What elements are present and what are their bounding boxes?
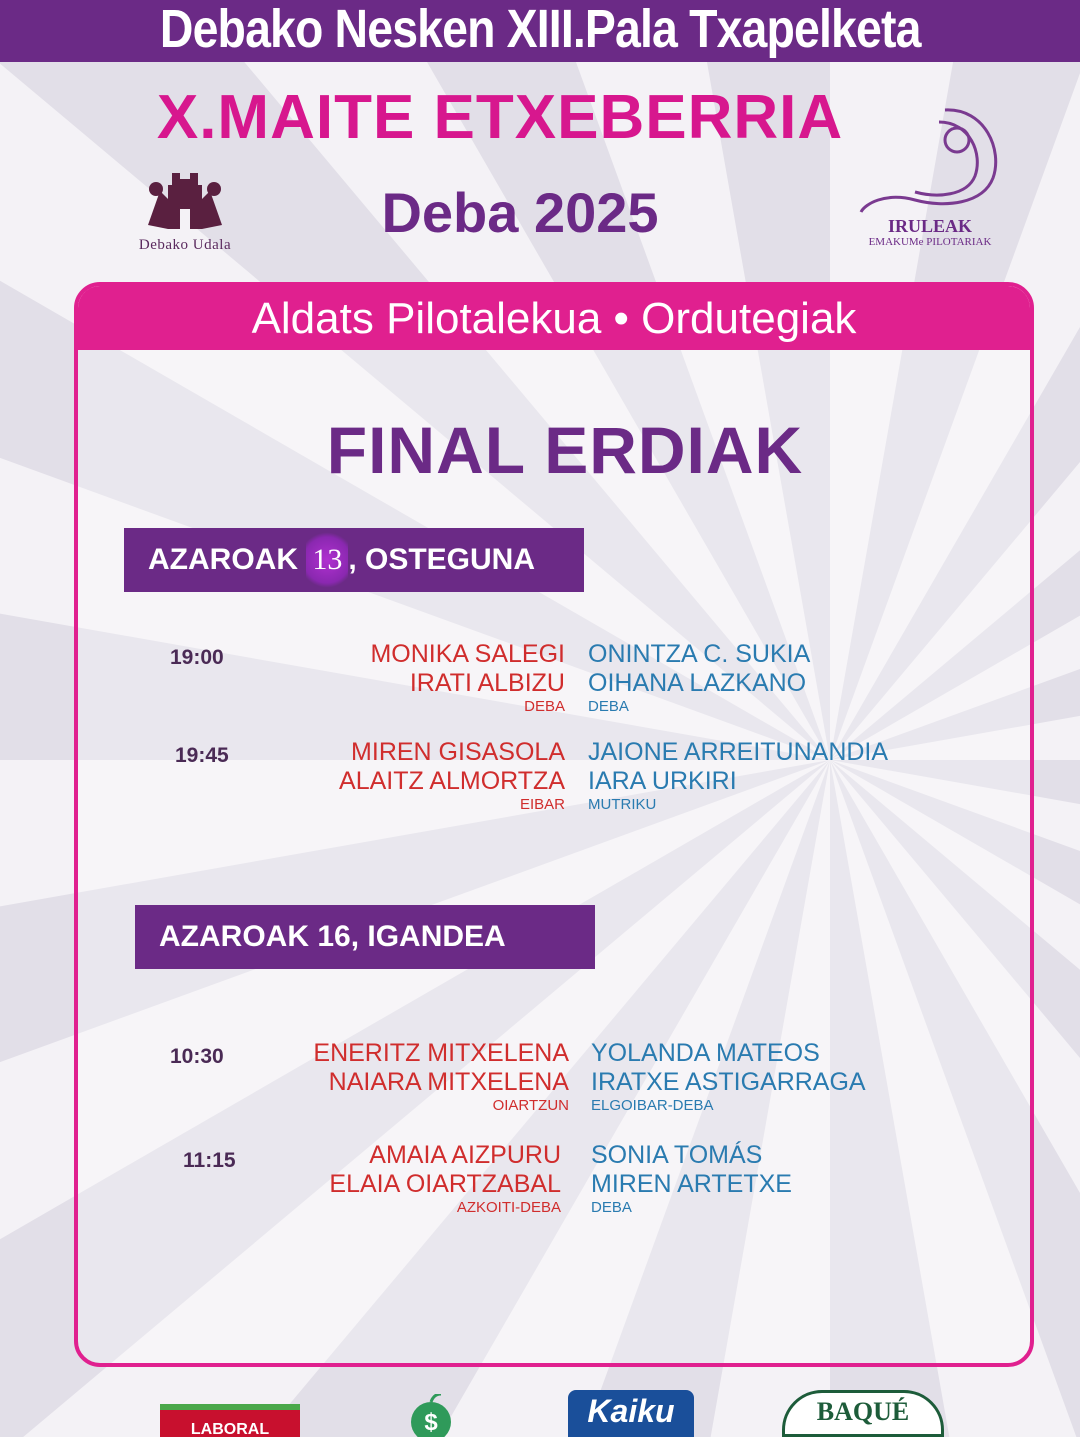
team-left <box>313 1039 569 1115</box>
iruleak-logo <box>855 100 1005 260</box>
player-name: OIHANA LAZKANO <box>588 669 807 697</box>
day-header-2: AZAROAK 16, IGANDEA <box>135 905 595 969</box>
player-name: MIREN GISASOLA <box>351 738 565 766</box>
player-name: AMAIA AIZPURU <box>369 1141 561 1169</box>
club-name: EIBAR <box>519 796 565 813</box>
section-title: FINAL ERDIAK <box>326 413 804 487</box>
player-name: MONIKA SALEGI <box>370 640 565 668</box>
club-name: OIARTZUN <box>492 1097 569 1114</box>
player-name: SONIA TOMÁS <box>591 1141 763 1169</box>
team-right <box>591 1141 792 1217</box>
team-left <box>370 640 565 716</box>
iruleak-tagline: EMAKUMe PILOTARIAK <box>868 236 992 248</box>
team-left <box>329 1141 561 1217</box>
player-name: ELAIA OIARTZABAL <box>329 1170 561 1198</box>
player-name: ENERITZ MITXELENA <box>313 1039 569 1067</box>
player-name: NAIARA MITXELENA <box>328 1068 569 1096</box>
match-time: 11:15 <box>183 1149 236 1172</box>
tournament-title-bar <box>0 0 1080 62</box>
team-right <box>588 738 888 814</box>
club-name: AZKOITI-DEBA <box>456 1199 561 1216</box>
player-name: ONINTZA C. SUKIA <box>588 640 811 668</box>
pala-racket-icon <box>855 100 1005 220</box>
tournament-title: Debako Nesken XIII.Pala Txapelketa <box>159 0 921 59</box>
svg-text:$: $ <box>424 1409 438 1436</box>
iruleak-name: IRULEAK <box>887 216 972 236</box>
match-time: 10:30 <box>170 1045 224 1068</box>
match-time: 19:45 <box>175 744 229 767</box>
city-year: Deba 2025 <box>381 181 659 244</box>
day-header-1: AZAROAK 13 , OSTEGUNA <box>124 528 584 592</box>
player-name: IARA URKIRI <box>588 767 737 795</box>
player-name: ALAITZ ALMORTZA <box>339 767 565 795</box>
baque-logo: BAQUÉ <box>782 1390 944 1437</box>
day-number-highlight: 13 <box>306 528 348 592</box>
player-name: IRATXE ASTIGARRAGA <box>591 1068 866 1096</box>
kaiku-logo: Kaiku <box>568 1390 694 1437</box>
team-left <box>339 738 565 814</box>
laboral-kutxa-logo: LABORAL <box>160 1404 300 1437</box>
player-name: IRATI ALBIZU <box>409 669 565 697</box>
logo-caption: Debako Udala <box>138 237 232 253</box>
team-right <box>588 640 810 716</box>
venue-header: Aldats Pilotalekua • Ordutegiak <box>78 286 1030 350</box>
club-name: ELGOIBAR-DEBA <box>591 1097 714 1114</box>
club-name: DEBA <box>591 1199 632 1216</box>
apple-s-logo <box>405 1394 457 1437</box>
sponsor-strip <box>0 1382 1080 1437</box>
club-name: MUTRIKU <box>588 796 657 813</box>
player-name: JAIONE ARREITUNANDIA <box>588 738 889 766</box>
debako-udala-logo <box>120 165 250 260</box>
club-name: DEBA <box>524 698 565 715</box>
club-name: DEBA <box>588 698 629 715</box>
player-name: MIREN ARTETXE <box>591 1170 792 1198</box>
edition-subtitle: X.MAITE ETXEBERRIA <box>156 83 844 152</box>
castle-crest-icon <box>120 165 250 237</box>
team-right <box>591 1039 866 1115</box>
match-time: 19:00 <box>170 646 224 669</box>
player-name: YOLANDA MATEOS <box>591 1039 820 1067</box>
